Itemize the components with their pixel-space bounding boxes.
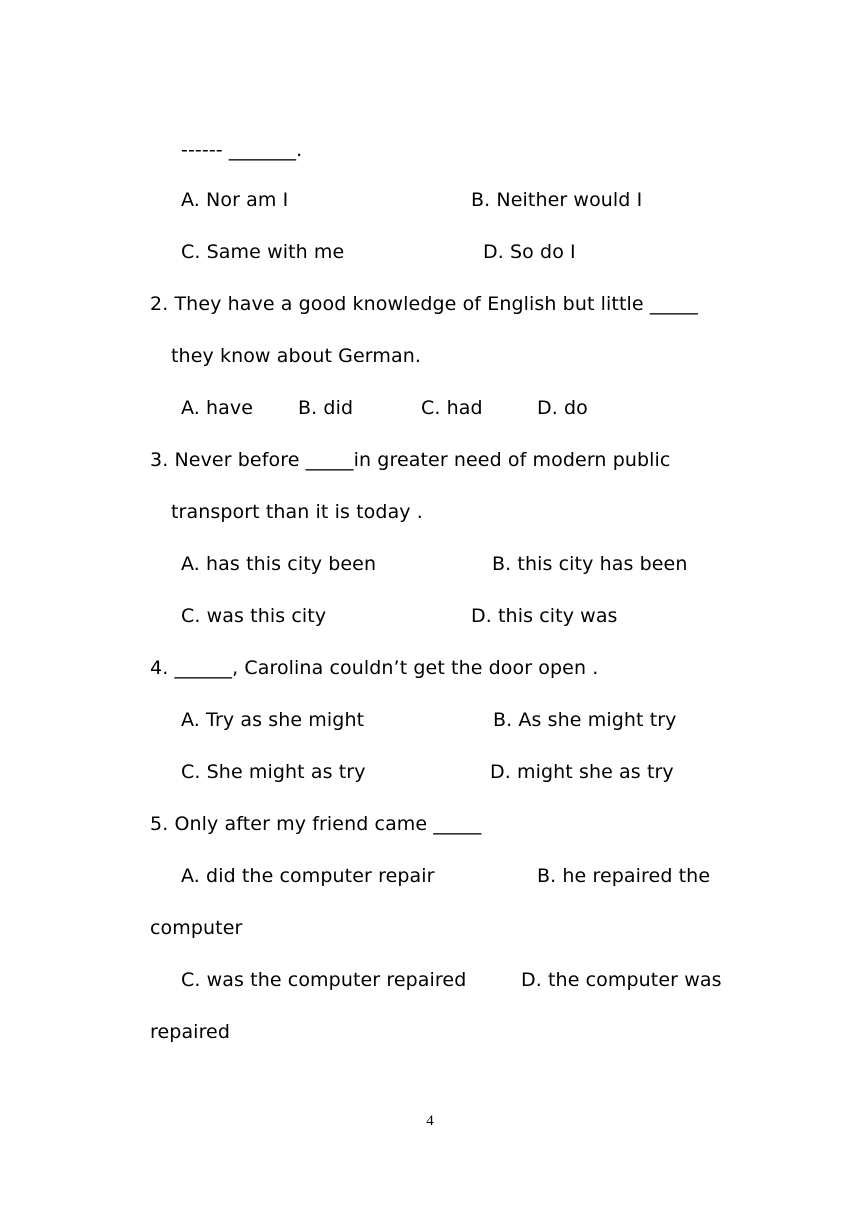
q4-option-b: B. As she might try	[493, 709, 677, 731]
q1-continuation: ------ _______.	[181, 139, 303, 161]
q3-option-d: D. this city was	[471, 605, 618, 627]
q3-stem-line1: 3. Never before _____in greater need of modern public	[150, 449, 671, 471]
q1-option-a: A. Nor am I	[181, 189, 289, 211]
q3-option-c: C. was this city	[181, 605, 327, 627]
q4-option-a: A. Try as she might	[181, 709, 365, 731]
q3-option-a: A. has this city been	[181, 553, 377, 575]
q3-option-b: B. this city has been	[492, 553, 688, 575]
q5-option-c: C. was the computer repaired	[181, 969, 467, 991]
q5-option-b-wrap: computer	[150, 917, 243, 939]
q4-stem: 4. ______, Carolina couldn’t get the door open .	[150, 657, 599, 679]
q4-option-d: D. might she as try	[490, 761, 674, 783]
q2-option-a: A. have	[181, 397, 254, 419]
page-number: 4	[426, 1113, 434, 1129]
q5-option-d-wrap: repaired	[150, 1021, 231, 1043]
q5-stem: 5. Only after my friend came _____	[150, 813, 482, 835]
q5-option-a: A. did the computer repair	[181, 865, 435, 887]
q2-stem-line1: 2. They have a good knowledge of English but little _____	[150, 293, 698, 315]
q2-option-d: D. do	[537, 397, 588, 419]
q1-option-c: C. Same with me	[181, 241, 345, 263]
q2-option-b: B. did	[298, 397, 354, 419]
q2-option-c: C. had	[421, 397, 483, 419]
q1-option-d: D. So do I	[483, 241, 576, 263]
q5-option-d: D. the computer was	[521, 969, 722, 991]
q1-option-b: B. Neither would I	[471, 189, 643, 211]
q2-stem-line2: they know about German.	[171, 345, 421, 367]
q5-option-b: B. he repaired the	[537, 865, 711, 887]
q3-stem-line2: transport than it is today .	[171, 501, 423, 523]
q4-option-c: C. She might as try	[181, 761, 366, 783]
